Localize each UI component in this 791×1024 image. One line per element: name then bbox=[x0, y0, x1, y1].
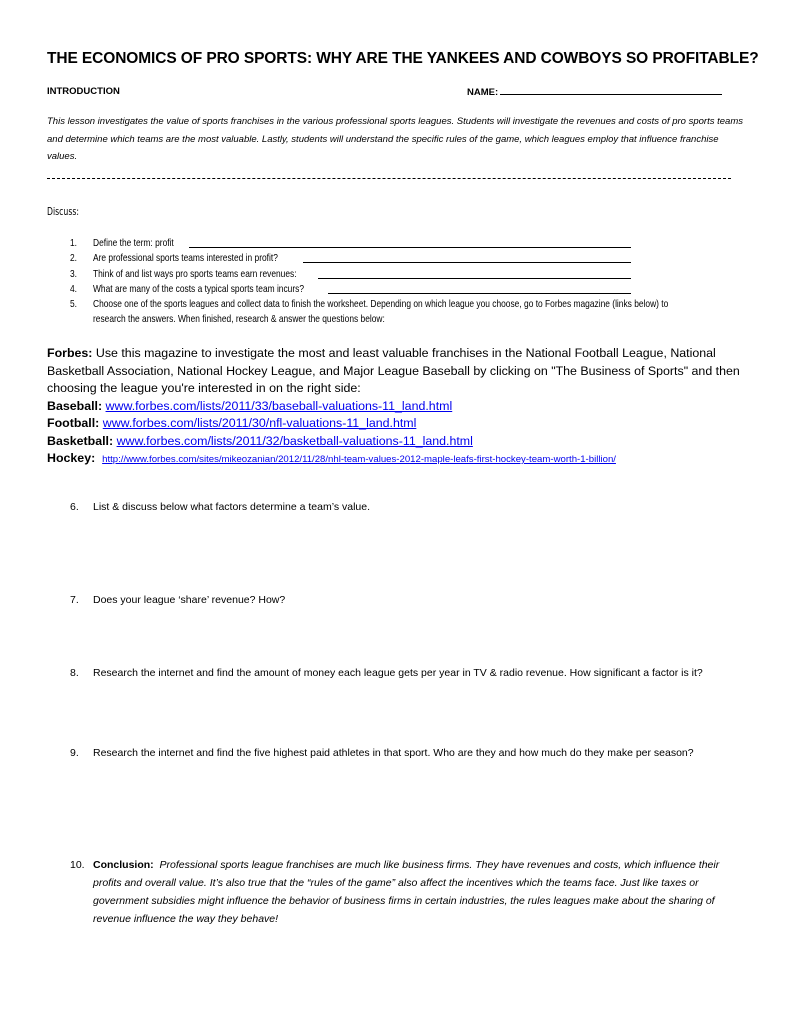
list-item bbox=[0, 267, 791, 282]
conclusion-body: Professional sports league franchises are much like business firms. They have revenues and costs, which influence their profits and overall value. It’s also true that the “rules of the game” also affect the incentives which the teams face. Just like taxes or government subsidies might influence the behavior of business firms in certain industries, the rules leagues make about the sharing of revenue influence the way they behave! bbox=[93, 859, 720, 925]
item-number: 2. bbox=[70, 252, 78, 265]
discuss-label: Discuss: bbox=[47, 206, 80, 218]
page-title: THE ECONOMICS OF PRO SPORTS: WHY ARE THE YANKEES AND COWBOYS SO PROFITABLE? bbox=[47, 50, 759, 67]
answer-line bbox=[318, 278, 631, 279]
football-link[interactable]: www.forbes.com/lists/2011/30/nfl-valuations-11_land.html bbox=[102, 416, 417, 430]
list-item bbox=[0, 236, 791, 251]
question-text: Research the internet and find the amount of money each league gets per year in TV & radio revenue. How significant a factor is it? bbox=[93, 667, 703, 679]
league-link-baseball bbox=[47, 398, 747, 416]
item-number: 5. bbox=[70, 298, 78, 311]
conclusion-text bbox=[93, 856, 748, 928]
league-label: Football: bbox=[47, 416, 100, 430]
forbes-paragraph bbox=[47, 345, 747, 398]
question-number: 10. bbox=[70, 859, 85, 871]
league-label: Hockey: bbox=[47, 451, 96, 465]
dashed-divider bbox=[47, 178, 731, 180]
forbes-label: Forbes: bbox=[47, 346, 93, 360]
basketball-link[interactable]: www.forbes.com/lists/2011/32/basketball-valuations-11_land.html bbox=[116, 433, 473, 448]
league-label: Baseball: bbox=[47, 398, 103, 413]
name-field bbox=[467, 86, 722, 98]
item-text: Choose one of the sports leagues and collect data to finish the worksheet. Depending on which league you choose, go to Forbes magazine (links below) to bbox=[93, 298, 669, 311]
intro-paragraph: This lesson investigates the value of sports franchises in the various professional sports leagues. Students will investigate the revenues and costs of pro sports teams and determine which teams are the most valuable. Lastly, students will understand the specific rules of the game, which leagues employ that influence franchise values. bbox=[47, 116, 743, 162]
question-number: 9. bbox=[70, 747, 79, 759]
question-text: Does your league ‘share’ revenue? How? bbox=[93, 594, 286, 606]
item-number: 1. bbox=[70, 237, 78, 249]
discuss-list bbox=[0, 236, 791, 328]
forbes-section bbox=[47, 345, 747, 468]
item-text: Are professional sports teams interested in profit? bbox=[93, 252, 278, 265]
item-number: 3. bbox=[70, 267, 78, 280]
item-text: research the answers. When finished, research & answer the questions below: bbox=[93, 313, 385, 326]
item-text: What are many of the costs a typical sports team incurs? bbox=[93, 282, 305, 295]
answer-line bbox=[328, 293, 631, 294]
item-text: Think of and list ways pro sports teams earn revenues: bbox=[93, 267, 297, 280]
answer-line bbox=[189, 247, 631, 248]
answer-line bbox=[303, 262, 631, 263]
question-number: 6. bbox=[70, 501, 79, 513]
question-number: 7. bbox=[70, 594, 79, 606]
league-link-football bbox=[47, 415, 747, 433]
list-item-continuation bbox=[0, 312, 791, 327]
question-text: Research the internet and find the five highest paid athletes in that sport. Who are they and how much do they make per season? bbox=[93, 747, 694, 759]
league-link-hockey bbox=[47, 450, 737, 468]
question-number: 8. bbox=[70, 667, 79, 679]
league-link-basketball bbox=[47, 433, 747, 451]
list-item bbox=[0, 297, 791, 312]
league-label: Basketball: bbox=[47, 433, 114, 448]
item-number: 4. bbox=[70, 282, 78, 295]
question-text: List & discuss below what factors determine a team’s value. bbox=[93, 501, 371, 513]
conclusion-label: Conclusion: bbox=[93, 859, 154, 871]
item-text: Define the term: profit bbox=[93, 237, 174, 249]
hockey-link[interactable]: http://www.forbes.com/sites/mikeozanian/2012/11/28/nhl-team-values-2012-maple-leafs-first-hockey-team-worth-1-billion/ bbox=[102, 454, 616, 465]
name-label: NAME: bbox=[467, 87, 499, 98]
forbes-text: Use this magazine to investigate the most and least valuable franchises in the National Football League, National Basketball Association, National Hockey League, and Major League Baseball by clicking on "The Business of Sports" and then choosing the league you're interested in on the right side: bbox=[47, 346, 740, 395]
introduction-label: INTRODUCTION bbox=[47, 86, 120, 97]
list-item bbox=[0, 282, 791, 297]
baseball-link[interactable]: www.forbes.com/lists/2011/33/baseball-valuations-11_land.html bbox=[105, 398, 453, 413]
list-item bbox=[0, 251, 791, 266]
name-blank-line bbox=[500, 86, 722, 95]
